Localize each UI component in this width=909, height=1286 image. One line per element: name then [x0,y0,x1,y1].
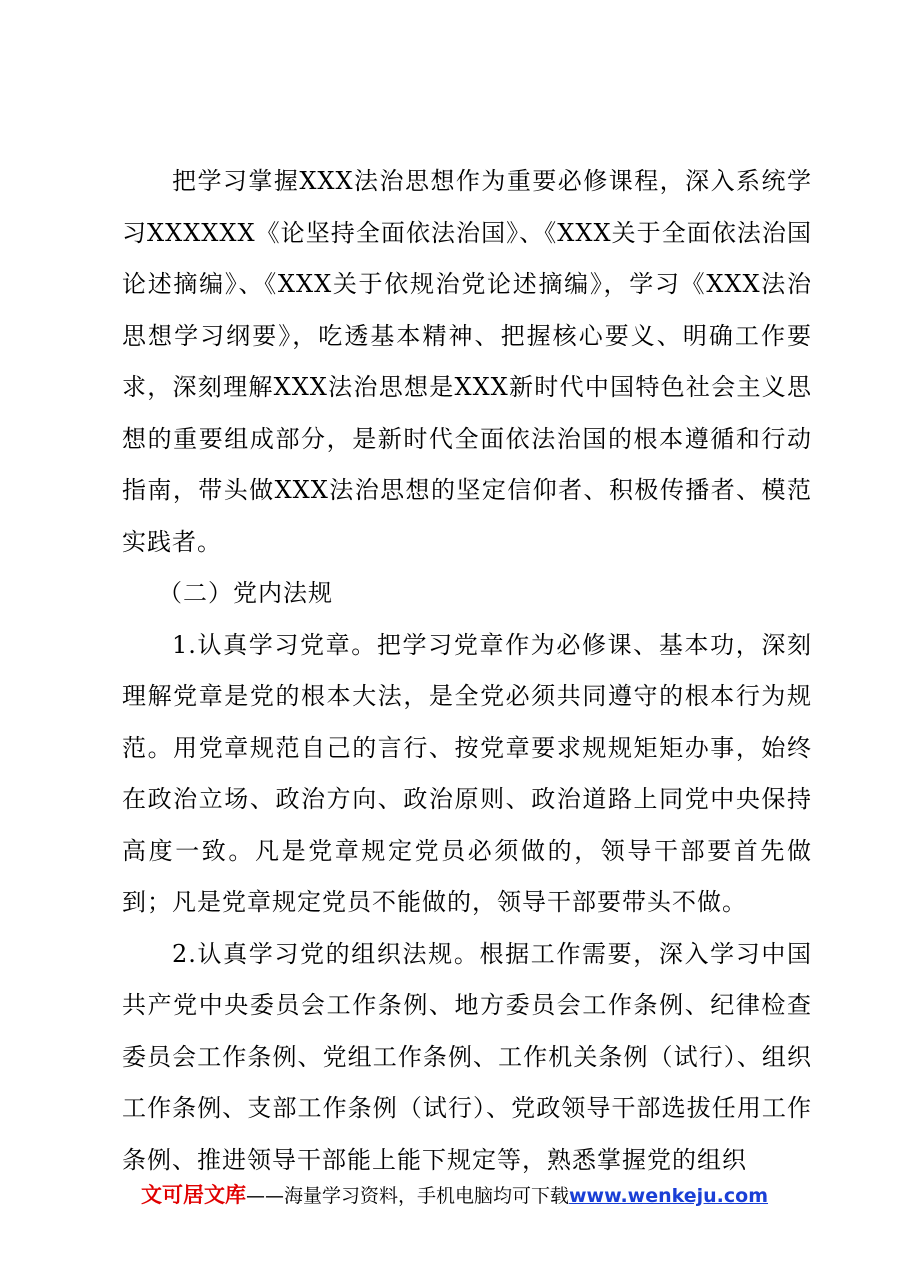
section-heading-party-regulations: （二）党内法规 [158,579,333,607]
footer-banner [0,1180,909,1211]
paragraph-law-thought: 把学习掌握XXX法治思想作为重要必修课程，深入系统学习XXXXXX《论坚持全面依法治国》、《XXX关于全面依法治国论述摘编》、《XXX关于依规治党论述摘编》，学习《XXX法治思想学习纲要》，吃透基本精神、把握核心要义、明确工作要求，深刻理解XXX法治思想是XXX新时代中国特色社会主义思想的重要组成部分，是新时代全面依法治国的根本遵循和行动指南，带头做XXX法治思想的坚定信仰者、积极传播者、模范实践者。 [122,167,812,556]
paragraph-organization-regulations: 2.认真学习党的组织法规。根据工作需要，深入学习中国共产党中央委员会工作条例、地方委员会工作条例、纪律检查委员会工作条例、党组工作条例、工作机关条例（试行）、组织工作条例、支部工作条例（试行）、党政领导干部选拔任用工作条例、推进领导干部能上能下规定等，熟悉掌握党的组织 [122,939,812,1174]
paragraph-party-constitution: 1.认真学习党章。把学习党章作为必修课、基本功，深刻理解党章是党的根本大法，是全党必须共同遵守的根本行为规范。用党章规范自己的言行、按党章要求规规矩矩办事，始终在政治立场、政治方向、政治原则、政治道路上同党中央保持高度一致。凡是党章规定党员必须做的，领导干部要首先做到；凡是党章规定党员不能做的，领导干部要带头不做。 [122,630,812,916]
footer-brand: 文可居文库 [140,1183,246,1207]
footer-url-link[interactable]: www.wenkeju.com [569,1185,769,1207]
document-body [122,156,812,1186]
footer-slogan: ——海量学习资料，手机电脑均可下载 [245,1185,569,1207]
